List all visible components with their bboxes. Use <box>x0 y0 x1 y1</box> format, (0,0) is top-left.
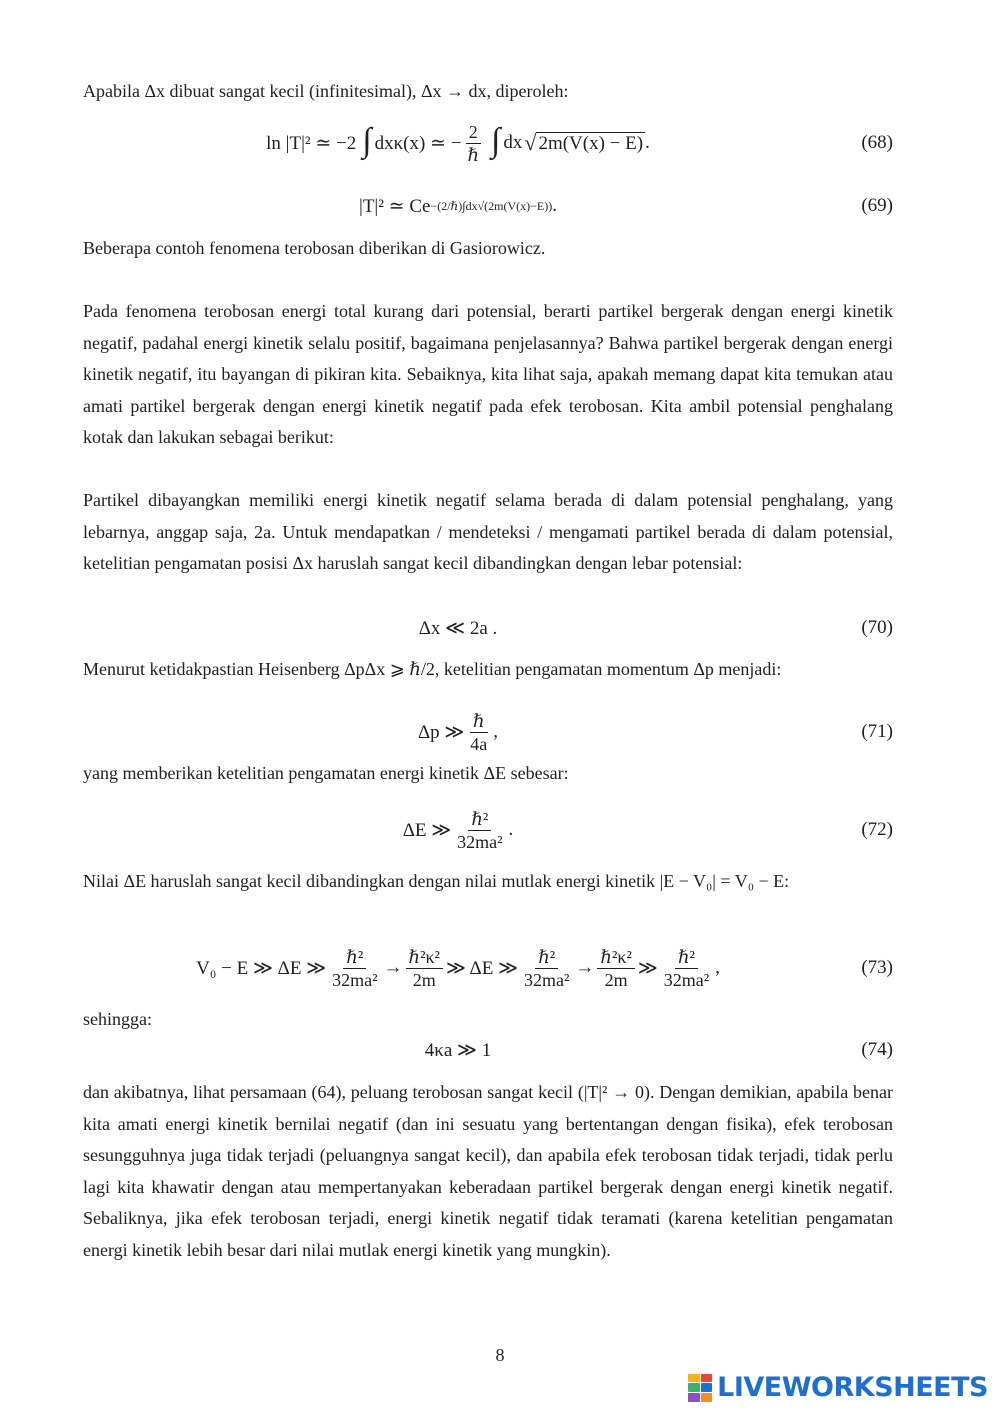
equation-number: (72) <box>861 819 893 840</box>
equation-number: (71) <box>861 721 893 742</box>
equation-number: (74) <box>861 1039 893 1060</box>
liveworksheets-logo[interactable] <box>688 1372 988 1403</box>
paragraph-question: Pada fenomena terobosan energi total kurang dari potensial, berarti partikel bergerak dengan energi kinetik negatif, padahal energi kinetik selalu positif, bagaimana penjelasannya? Bahwa partikel bergerak dengan energi kinetik negatif, itu bayangan di pikiran kita. Sebaiknya, kita lihat saja, apakah memang dapat kita temukan atau amati partikel bergerak dengan energi kinetik negatif pada efek terobosan. Kita ambil potensial penghalang kotak dan lakukan sebagai berikut: <box>83 301 893 447</box>
equation-71: Δp ≫ $\frac{\text{ℏ}}{4a}$ , (71) <box>83 702 893 762</box>
fraction: $\frac{\text{ℏ²}}{\text{32ma²}}$ <box>524 946 570 990</box>
equation-73: V₀ − E ≫ ΔE ≫ $\frac{\text{ℏ²}}{\text{32ma²}}$ → $\frac{\text{ℏ²κ²}}{2m}$ ≫ ΔE ≫ $\frac{\text{ℏ²}}{\text{32ma²}}$ → $\frac{\text{ℏ²κ²}}{2m}$ ≫ $\frac{\text{ℏ²}}{\text{32ma²}}$ , (73) <box>83 938 893 998</box>
equation-69: |T|² ≃ Ce −(2/ℏ)∫dx√(2m(V(x)−E)) . (69) <box>83 176 893 236</box>
fraction: $\frac{\text{ℏ²}}{\text{32ma²}}$ <box>663 946 710 990</box>
paragraph-heisenberg: Menurut ketidakpastian Heisenberg ΔpΔx ⩾ ℏ/2, ketelitian pengamatan momentum Δp menjadi: <box>83 659 782 679</box>
paragraph-so: sehingga: <box>83 1009 152 1029</box>
liveworksheets-mark-icon <box>688 1374 712 1402</box>
equation-74: 4κa ≫ 1 (74) <box>83 1020 893 1080</box>
equation-68: ln |T|² ≃ −2 ∫ dxκ(x) ≃ − $\frac{2}{\text{ℏ}}$ ∫ dx √ 2m(V(x) − E) . (68) <box>83 113 893 173</box>
paragraph-intro: Apabila Δx dibuat sangat kecil (infinitesimal), Δx → dx, diperoleh: <box>83 81 569 101</box>
equation-70: Δx ≪ 2a . (70) <box>83 598 893 658</box>
paragraph-examples: Beberapa contoh fenomena terobosan diberikan di Gasiorowicz. <box>83 238 546 258</box>
page-number: 8 <box>495 1345 505 1365</box>
fraction: $\frac{\text{ℏ²κ²}}{2m}$ <box>597 946 634 991</box>
equation-number: (73) <box>861 957 893 978</box>
fraction: $\frac{2}{\text{ℏ}}$ <box>467 121 480 165</box>
paragraph-barrier: Partikel dibayangkan memiliki energi kinetik negatif selama berada di dalam potensial penghalang, yang lebarnya, anggap saja, 2a. Untuk mendapatkan / mendeteksi / mengamati partikel berada di dalam potensial, ketelitian pengamatan posisi Δx haruslah sangat kecil dibandingkan dengan lebar potensial: <box>83 490 893 573</box>
paragraph-conclusion: dan akibatnya, lihat persamaan (64), peluang terobosan sangat kecil (|T|² → 0). Dengan demikian, apabila benar kita amati energi kinetik bernilai negatif (dan ini sesuatu yang bertentangan dengan fisika), efek terobosan sesungguhnya juga tidak terjadi (peluangnya sangat kecil), dan apabila efek terobosan tidak terjadi, tidak perlu lagi kita khawatir dengan atau mempertanyakan keberadaan partikel bergerak dengan energi kinetik negatif. Sebaliknya, jika efek terobosan terjadi, energi kinetik negatif tidak teramati (karena ketelitian pengamatan energi kinetik lebih besar dari nilai mutlak energi kinetik yang mungkin). <box>83 1082 893 1260</box>
fraction: $\frac{\text{ℏ²}}{\text{32ma²}}$ <box>457 808 503 852</box>
fraction: $\frac{\text{ℏ²}}{\text{32ma²}}$ <box>332 946 378 990</box>
paragraph-energy-precision: yang memberikan ketelitian pengamatan energi kinetik ΔE sebesar: <box>83 763 569 783</box>
equation-number: (68) <box>861 132 893 153</box>
equation-number: (70) <box>861 617 893 638</box>
fraction: $\frac{\text{ℏ²κ²}}{2m}$ <box>406 946 443 991</box>
paragraph-delta-e: Nilai ΔE haruslah sangat kecil dibandingkan dengan nilai mutlak energi kinetik |E − V₀| = V₀ − E: <box>83 871 790 891</box>
equation-72: ΔE ≫ $\frac{\text{ℏ²}}{\text{32ma²}}$ . (72) <box>83 800 893 860</box>
fraction: $\frac{\text{ℏ}}{4a}$ <box>470 710 488 754</box>
equation-number: (69) <box>861 195 893 216</box>
watermark-text: LIVEWORKSHEETS <box>717 1372 988 1403</box>
